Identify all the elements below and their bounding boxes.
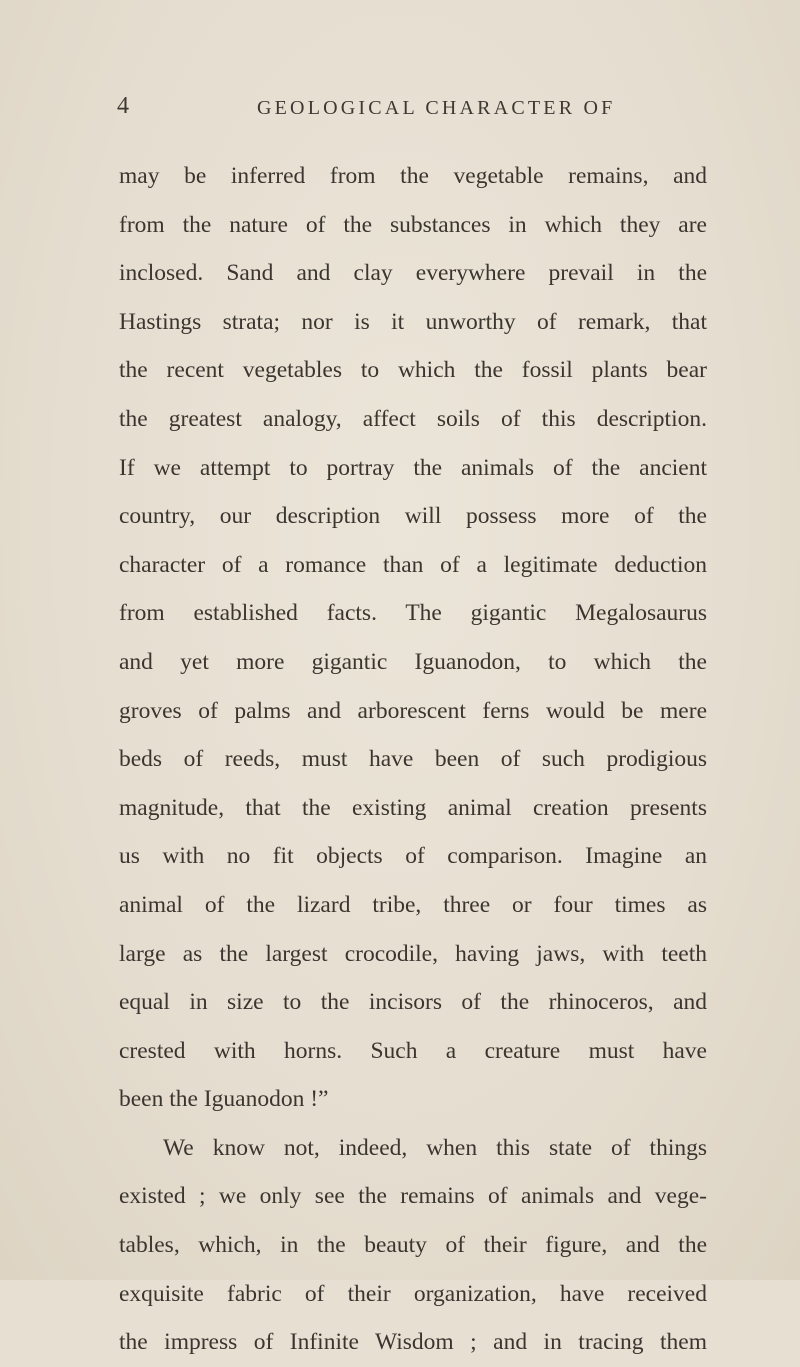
text-line: magnitude, that the existing animal creation presents [119, 794, 707, 821]
text-line: from established facts. The gigantic Megalosaurus [119, 600, 707, 627]
page-header [117, 93, 717, 133]
text-line: large as the largest crocodile, having jaws, with teeth [119, 940, 707, 967]
running-head: GEOLOGICAL CHARACTER OF [257, 97, 616, 119]
text-line: the greatest analogy, affect soils of this description. [119, 405, 707, 432]
paragraph-end-line: been the Iguanodon !” [119, 1086, 329, 1113]
text-line: the recent vegetables to which the fossil plants bear [119, 357, 707, 384]
text-line: and yet more gigantic Iguanodon, to which the [119, 648, 707, 675]
text-line: equal in size to the incisors of the rhinoceros, and [119, 989, 707, 1016]
text-line: the impress of Infinite Wisdom ; and in tracing them [119, 1329, 707, 1356]
text-line: may be inferred from the vegetable remains, and [119, 163, 707, 189]
text-line: crested with horns. Such a creature must have [119, 1037, 707, 1064]
text-line: If we attempt to portray the animals of the ancient [119, 454, 707, 481]
text-line: animal of the lizard tribe, three or four times as [119, 891, 707, 918]
text-line: us with no fit objects of comparison. Imagine an [119, 843, 707, 870]
text-line: inclosed. Sand and clay everywhere prevail in the [119, 260, 707, 287]
text-line: tables, which, in the beauty of their figure, and the [119, 1232, 707, 1259]
paragraph-first-line: We know not, indeed, when this state of things [163, 1134, 707, 1161]
text-line: Hastings strata; nor is it unworthy of remark, that [119, 308, 707, 335]
text-line: from the nature of the substances in which they are [119, 211, 707, 238]
text-line: country, our description will possess more of the [119, 503, 707, 530]
text-line: groves of palms and arborescent ferns would be mere [119, 697, 707, 724]
text-line: existed ; we only see the remains of animals and vege- [119, 1183, 707, 1210]
text-line: exquisite fabric of their organization, have received [119, 1280, 707, 1307]
text-line: beds of reeds, must have been of such prodigious [119, 746, 707, 773]
page-number: 4 [117, 93, 130, 119]
body-text [119, 152, 707, 1367]
text-line: character of a romance than of a legitimate deduction [119, 551, 707, 578]
